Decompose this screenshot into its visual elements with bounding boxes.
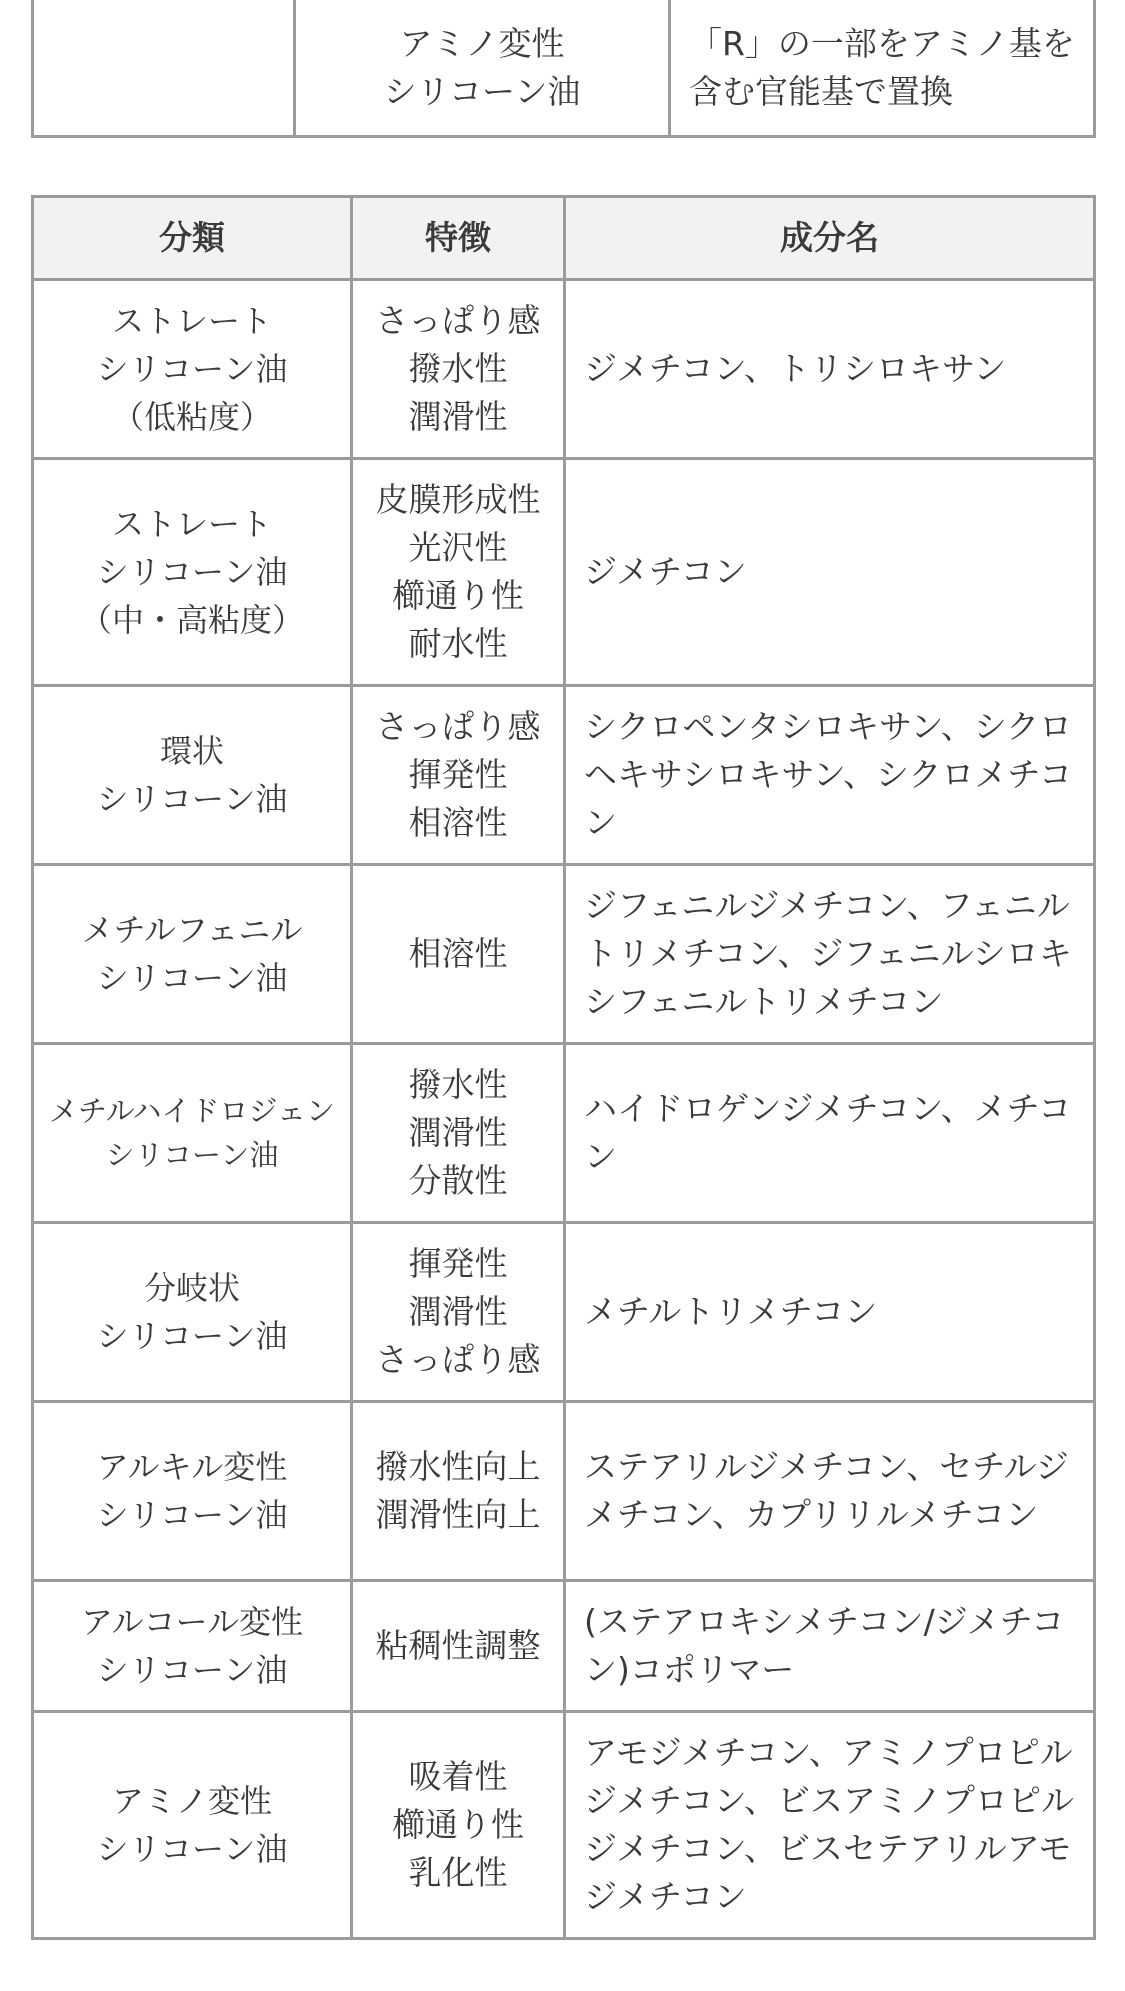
header-ingredients: 成分名 [565, 197, 1095, 280]
category-cell: ストレート シリコーン油 （中・高粘度） [33, 459, 352, 686]
features-cell: 撥水性向上 潤滑性向上 [352, 1402, 565, 1581]
table-row [33, 686, 1095, 865]
ingredients-cell: アモジメチコン、アミノプロピルジメチコン、ビスアミノプロピルジメチコン、ビスセテアリルアモジメチコン [565, 1712, 1095, 1939]
table-row [33, 1223, 1095, 1402]
header-features: 特徴 [352, 197, 565, 280]
ingredients-cell: ハイドロゲンジメチコン、メチコン [565, 1044, 1095, 1223]
category-cell: メチルフェニル シリコーン油 [33, 865, 352, 1044]
type-cell: アミノ変性 シリコーン油 [295, 0, 670, 137]
features-cell: 撥水性 潤滑性 分散性 [352, 1044, 565, 1223]
ingredients-cell: メチルトリメチコン [565, 1223, 1095, 1402]
description-cell: 「R」の一部をアミノ基を含む官能基で置換 [670, 0, 1095, 137]
table-header-row [33, 197, 1095, 280]
category-cell: 環状 シリコーン油 [33, 686, 352, 865]
ingredients-cell: ジフェニルジメチコン、フェニルトリメチコン、ジフェニルシロキシフェニルトリメチコン [565, 865, 1095, 1044]
table-row [33, 865, 1095, 1044]
ingredients-cell: ステアリルジメチコン、セチルジメチコン、カプリリルメチコン [565, 1402, 1095, 1581]
category-cell: アルコール変性 シリコーン油 [33, 1581, 352, 1712]
category-cell [33, 0, 295, 137]
previous-table-fragment [31, 0, 1096, 138]
category-cell: 分岐状 シリコーン油 [33, 1223, 352, 1402]
features-cell: 皮膜形成性 光沢性 櫛通り性 耐水性 [352, 459, 565, 686]
category-cell: ストレート シリコーン油 （低粘度） [33, 280, 352, 459]
table-row [33, 1044, 1095, 1223]
table-row [33, 1581, 1095, 1712]
category-cell: アルキル変性 シリコーン油 [33, 1402, 352, 1581]
category-cell: アミノ変性 シリコーン油 [33, 1712, 352, 1939]
category-cell: メチルハイドロジェン シリコーン油 [33, 1044, 352, 1223]
features-cell: さっぱり感 撥水性 潤滑性 [352, 280, 565, 459]
ingredients-cell: (ステアロキシメチコン/ジメチコン)コポリマー [565, 1581, 1095, 1712]
header-category: 分類 [33, 197, 352, 280]
features-cell: 相溶性 [352, 865, 565, 1044]
table-row [33, 1402, 1095, 1581]
silicone-oil-table [31, 195, 1096, 1940]
table-row [33, 459, 1095, 686]
table-row [33, 280, 1095, 459]
ingredients-cell: ジメチコン [565, 459, 1095, 686]
table-row [33, 0, 1095, 137]
features-cell: 揮発性 潤滑性 さっぱり感 [352, 1223, 565, 1402]
features-cell: 吸着性 櫛通り性 乳化性 [352, 1712, 565, 1939]
ingredients-cell: ジメチコン、トリシロキサン [565, 280, 1095, 459]
ingredients-cell: シクロペンタシロキサン、シクロヘキサシロキサン、シクロメチコン [565, 686, 1095, 865]
features-cell: 粘稠性調整 [352, 1581, 565, 1712]
features-cell: さっぱり感 揮発性 相溶性 [352, 686, 565, 865]
table-row [33, 1712, 1095, 1939]
